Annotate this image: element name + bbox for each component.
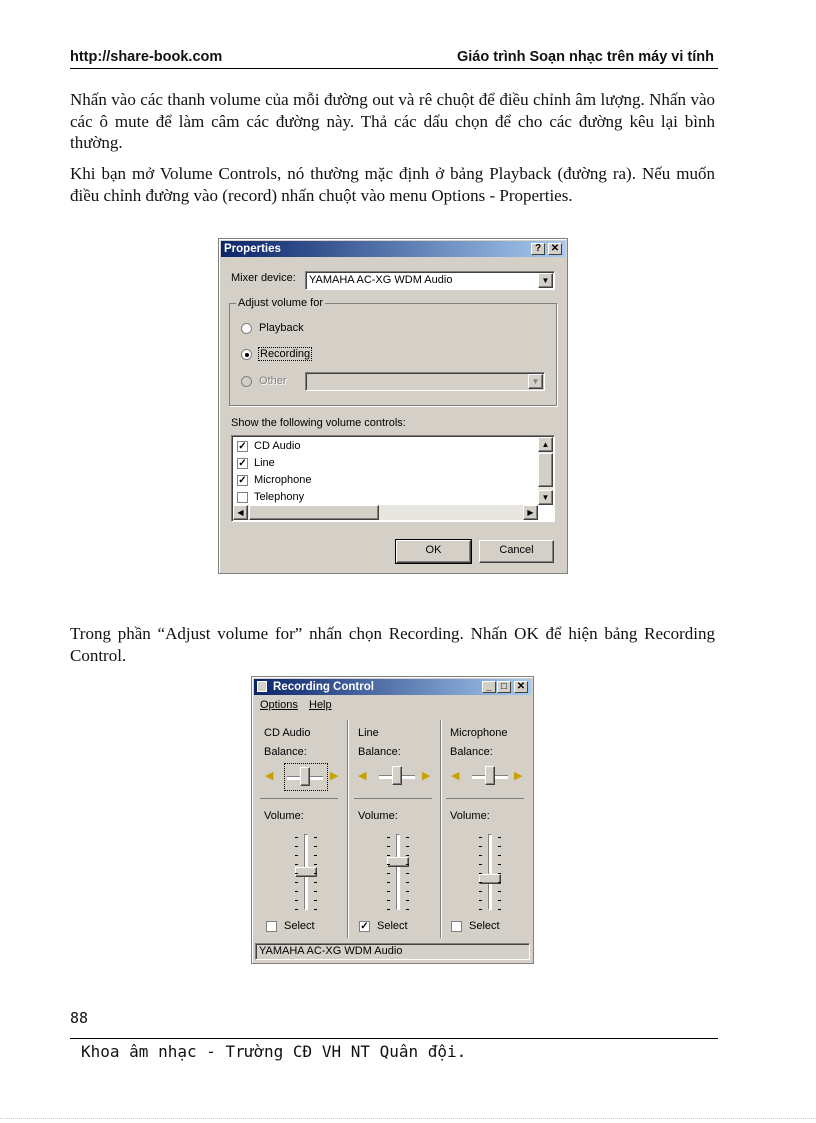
checkbox[interactable]: ✓ bbox=[238, 458, 247, 469]
status-text: YAMAHA AC-XG WDM Audio bbox=[259, 945, 403, 957]
volume-tick bbox=[406, 846, 409, 847]
volume-tick bbox=[387, 909, 390, 910]
checkbox[interactable]: ✓ bbox=[238, 475, 247, 486]
separator bbox=[446, 798, 524, 799]
volume-track bbox=[488, 834, 492, 910]
vertical-scroll-thumb[interactable] bbox=[538, 453, 553, 487]
volume-tick bbox=[314, 837, 317, 838]
channel-name-microphone: Microphone bbox=[450, 727, 508, 739]
balance-thumb[interactable] bbox=[392, 766, 402, 785]
channel-name-cd-audio: CD Audio bbox=[264, 727, 311, 739]
mixer-device-label: Mixer device: bbox=[231, 272, 296, 284]
minimize-icon[interactable]: _ bbox=[482, 681, 496, 693]
select-label: Select bbox=[284, 920, 315, 932]
menu-help[interactable]: Help bbox=[309, 699, 332, 711]
footer-text: Khoa âm nhạc - Trường CĐ VH NT Quân đội. bbox=[81, 1042, 467, 1061]
volume-tick bbox=[295, 855, 298, 856]
volume-tick bbox=[498, 882, 501, 883]
volume-label: Volume: bbox=[264, 810, 304, 822]
radio-playback[interactable] bbox=[241, 322, 361, 336]
volume-tick bbox=[406, 909, 409, 910]
speaker-left-icon: ◀ bbox=[358, 770, 367, 782]
speaker-left-icon: ◀ bbox=[265, 770, 274, 782]
checkbox[interactable]: ✓ bbox=[360, 921, 369, 932]
speaker-right-icon: ▶ bbox=[514, 770, 523, 782]
volume-tick bbox=[295, 864, 298, 865]
volume-tick bbox=[406, 900, 409, 901]
volume-tick bbox=[479, 837, 482, 838]
radio-recording[interactable] bbox=[241, 348, 361, 362]
page-header bbox=[70, 49, 718, 69]
volume-tick bbox=[479, 891, 482, 892]
separator bbox=[260, 798, 338, 799]
cancel-button[interactable]: Cancel bbox=[479, 540, 554, 563]
volume-tick bbox=[387, 855, 390, 856]
volume-tick bbox=[498, 855, 501, 856]
volume-tick bbox=[479, 882, 482, 883]
balance-label: Balance: bbox=[450, 746, 493, 758]
page-edge bbox=[0, 1118, 816, 1119]
volume-label: Volume: bbox=[358, 810, 398, 822]
volume-tick bbox=[314, 891, 317, 892]
mixer-device-value: YAMAHA AC-XG WDM Audio bbox=[309, 274, 453, 286]
speaker-right-icon: ▶ bbox=[422, 770, 431, 782]
volume-tick bbox=[387, 846, 390, 847]
volume-tick bbox=[314, 855, 317, 856]
horizontal-scrollbar[interactable] bbox=[233, 505, 538, 520]
list-item-label: Microphone bbox=[254, 474, 312, 486]
status-bar bbox=[255, 943, 530, 960]
volume-tick bbox=[498, 891, 501, 892]
volume-tick bbox=[479, 909, 482, 910]
checkbox[interactable]: ✓ bbox=[238, 441, 247, 452]
volume-tick bbox=[406, 882, 409, 883]
volume-tick bbox=[387, 864, 390, 865]
volume-tick bbox=[498, 864, 501, 865]
volume-tick bbox=[295, 882, 298, 883]
checkbox[interactable] bbox=[451, 921, 462, 932]
radio-other[interactable] bbox=[241, 375, 301, 389]
volume-tick bbox=[498, 837, 501, 838]
scroll-down-icon[interactable]: ▼ bbox=[538, 490, 553, 505]
properties-title: Properties bbox=[224, 243, 281, 255]
balance-label: Balance: bbox=[358, 746, 401, 758]
volume-tick bbox=[295, 891, 298, 892]
maximize-icon[interactable]: □ bbox=[497, 681, 511, 693]
volume-tick bbox=[479, 855, 482, 856]
recording-titlebar bbox=[254, 679, 531, 695]
vertical-scrollbar[interactable] bbox=[538, 437, 553, 505]
adjust-volume-label: Adjust volume for bbox=[238, 297, 323, 309]
volume-tick bbox=[314, 846, 317, 847]
list-label: Show the following volume controls: bbox=[231, 417, 406, 429]
paragraph-3: Trong phần “Adjust volume for” nhấn chọn Recording. Nhấn OK để hiện bảng Recording Control. bbox=[70, 624, 715, 665]
mixer-app-icon bbox=[257, 681, 267, 692]
balance-thumb[interactable] bbox=[485, 766, 495, 785]
other-device-select bbox=[305, 372, 545, 391]
scroll-up-icon[interactable]: ▲ bbox=[538, 437, 553, 452]
dropdown-arrow-disabled-icon: ▼ bbox=[528, 374, 543, 389]
list-item-label: Line bbox=[254, 457, 275, 469]
volume-tick bbox=[314, 882, 317, 883]
radio-other-circle[interactable] bbox=[241, 376, 252, 387]
volume-tick bbox=[498, 873, 501, 874]
paragraph-2: Khi bạn mở Volume Controls, nó thường mặc định ở bảng Playback (đường ra). Nếu muốn điều chỉnh đường vào (record) nhấn chuột vào menu Options - Properties. bbox=[70, 164, 715, 205]
footer-divider bbox=[70, 1038, 718, 1039]
balance-slider-cd-audio[interactable] bbox=[284, 763, 328, 791]
radio-other-label: Other bbox=[259, 375, 287, 387]
volume-tick bbox=[387, 873, 390, 874]
volume-thumb[interactable] bbox=[387, 857, 409, 867]
volume-label: Volume: bbox=[450, 810, 490, 822]
volume-tick bbox=[295, 909, 298, 910]
balance-thumb[interactable] bbox=[300, 767, 310, 786]
volume-tick bbox=[479, 873, 482, 874]
checkbox[interactable] bbox=[237, 492, 248, 503]
volume-slider-microphone[interactable] bbox=[470, 834, 510, 914]
select-label: Select bbox=[377, 920, 408, 932]
page-number: 88 bbox=[70, 1009, 89, 1027]
dropdown-arrow-icon[interactable]: ▼ bbox=[538, 273, 553, 288]
channel-divider bbox=[440, 720, 441, 938]
volume-track bbox=[396, 834, 400, 910]
scroll-left-icon[interactable]: ◀ bbox=[233, 505, 248, 520]
channel-divider bbox=[347, 720, 348, 938]
volume-thumb[interactable] bbox=[295, 867, 317, 877]
volume-tick bbox=[387, 882, 390, 883]
checkbox[interactable] bbox=[266, 921, 277, 932]
balance-slider-line[interactable] bbox=[377, 763, 419, 789]
volume-tick bbox=[406, 855, 409, 856]
select-label: Select bbox=[469, 920, 500, 932]
volume-tick bbox=[295, 846, 298, 847]
speaker-right-icon: ▶ bbox=[330, 770, 339, 782]
header-url: http://share-book.com bbox=[70, 49, 223, 65]
volume-tick bbox=[387, 900, 390, 901]
volume-tick bbox=[387, 891, 390, 892]
horizontal-scroll-thumb[interactable] bbox=[249, 505, 379, 520]
separator bbox=[354, 798, 432, 799]
volume-tick bbox=[498, 909, 501, 910]
balance-label: Balance: bbox=[264, 746, 307, 758]
volume-tick bbox=[314, 864, 317, 865]
volume-slider-line[interactable] bbox=[378, 834, 418, 914]
ok-button[interactable]: OK bbox=[396, 540, 471, 563]
close-button[interactable]: ✕ bbox=[548, 243, 562, 255]
help-button[interactable]: ? bbox=[531, 243, 545, 255]
volume-tick bbox=[479, 846, 482, 847]
properties-titlebar bbox=[221, 241, 565, 257]
radio-playback-circle[interactable] bbox=[241, 323, 252, 334]
volume-tick bbox=[295, 900, 298, 901]
volume-slider-cd-audio[interactable] bbox=[286, 834, 326, 914]
speaker-left-icon: ◀ bbox=[451, 770, 460, 782]
volume-tick bbox=[479, 900, 482, 901]
volume-tick bbox=[406, 837, 409, 838]
recording-title: Recording Control bbox=[273, 681, 374, 693]
list-item-label: CD Audio bbox=[254, 440, 301, 452]
volume-tick bbox=[406, 864, 409, 865]
volume-tick bbox=[498, 900, 501, 901]
radio-playback-label: Playback bbox=[259, 322, 304, 334]
volume-tick bbox=[498, 846, 501, 847]
volume-tick bbox=[314, 909, 317, 910]
radio-recording-label: Recording bbox=[260, 348, 311, 360]
volume-controls-list[interactable] bbox=[231, 435, 555, 522]
volume-tick bbox=[406, 873, 409, 874]
volume-tick bbox=[314, 873, 317, 874]
channel-name-line: Line bbox=[358, 727, 379, 739]
header-book-title: Giáo trình Soạn nhạc trên máy vi tính bbox=[456, 49, 714, 65]
volume-tick bbox=[295, 873, 298, 874]
volume-tick bbox=[387, 837, 390, 838]
scroll-right-icon[interactable]: ▶ bbox=[523, 505, 538, 520]
volume-tick bbox=[314, 900, 317, 901]
volume-tick bbox=[479, 864, 482, 865]
properties-dialog bbox=[218, 238, 568, 574]
volume-tick bbox=[295, 837, 298, 838]
recording-control-window bbox=[251, 676, 534, 964]
menu-options[interactable]: Options bbox=[260, 699, 298, 711]
radio-recording-circle[interactable] bbox=[241, 349, 252, 360]
balance-slider-microphone[interactable] bbox=[470, 763, 512, 789]
list-item-label: Telephony bbox=[254, 491, 305, 503]
paragraph-1: Nhấn vào các thanh volume của mỗi đường out và rê chuột để điều chỉnh âm lượng. Nhấn vào các ô mute để làm câm các đường này. Thả các dấu chọn để cho các đường kêu lại bình thường. bbox=[70, 90, 715, 152]
volume-tick bbox=[406, 891, 409, 892]
mixer-device-select[interactable] bbox=[305, 271, 555, 290]
close-icon[interactable]: ✕ bbox=[514, 681, 528, 693]
